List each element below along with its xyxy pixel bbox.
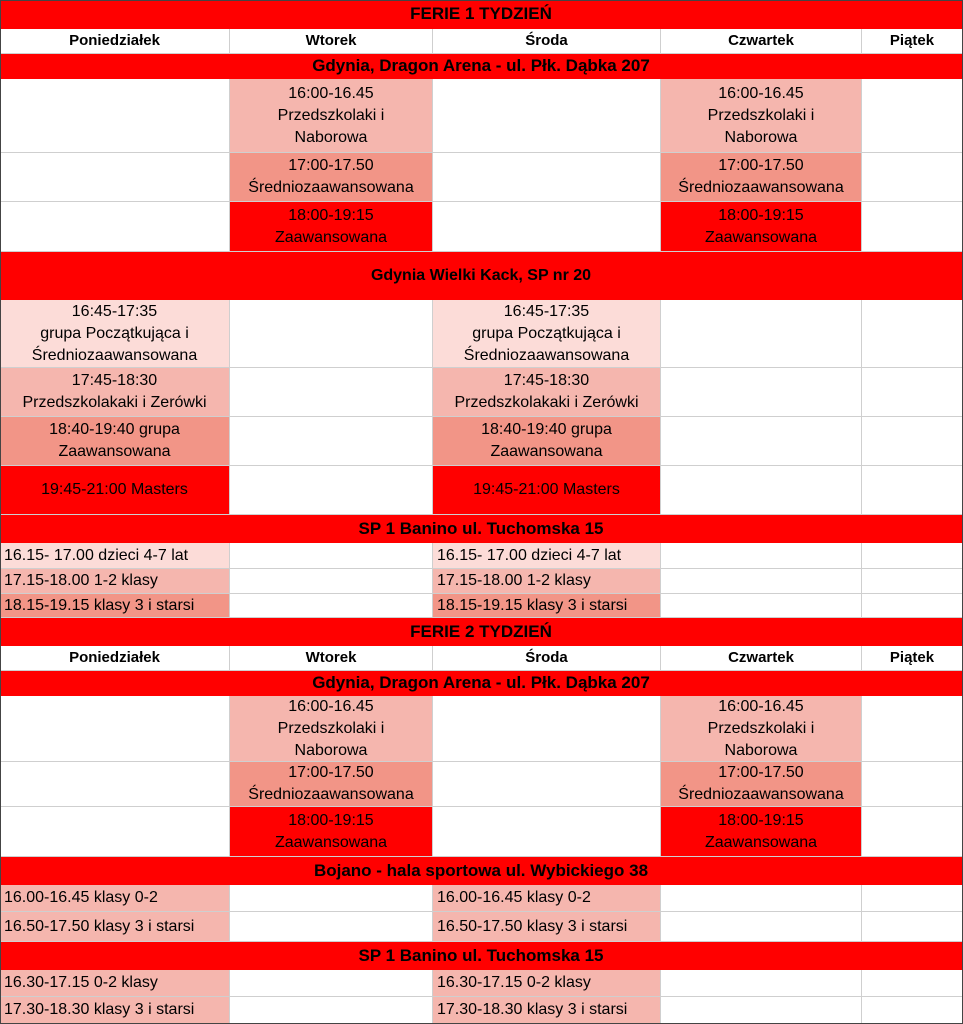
week1-dragon-tuesday-slot1: 16:00-16.45 Przedszkolaki i Naborowa xyxy=(230,79,433,153)
empty-cell xyxy=(230,569,433,594)
week1-kack-monday-slot4: 19:45-21:00 Masters xyxy=(0,466,230,515)
day-header-thursday: Czwartek xyxy=(661,29,862,54)
week2-dragon-thursday-slot1: 16:00-16.45 Przedszkolaki i Naborowa xyxy=(661,696,862,762)
empty-cell xyxy=(862,300,963,368)
empty-cell xyxy=(433,79,661,153)
week2-dragon-arena-title: Gdynia, Dragon Arena - ul. Płk. Dąbka 207 xyxy=(0,671,963,696)
week2-dragon-tuesday-slot2: 17:00-17.50 Średniozaawansowana xyxy=(230,762,433,807)
week2-banino-title: SP 1 Banino ul. Tuchomska 15 xyxy=(0,942,963,970)
week1-wielki-kack-title: Gdynia Wielki Kack, SP nr 20 xyxy=(0,252,963,300)
week1-dragon-arena-title: Gdynia, Dragon Arena - ul. Płk. Dąbka 207 xyxy=(0,54,963,79)
empty-cell xyxy=(862,594,963,618)
empty-cell xyxy=(862,466,963,515)
empty-cell xyxy=(862,696,963,762)
empty-cell xyxy=(230,543,433,569)
empty-cell xyxy=(661,417,862,466)
week2-banino-monday-slot1: 16.30-17.15 0-2 klasy xyxy=(0,970,230,997)
week1-kack-wednesday-slot2: 17:45-18:30 Przedszkolakaki i Zerówki xyxy=(433,368,661,417)
week1-dragon-tuesday-slot3: 18:00-19:15 Zaawansowana xyxy=(230,202,433,252)
empty-cell xyxy=(0,762,230,807)
empty-cell xyxy=(862,202,963,252)
empty-cell xyxy=(230,300,433,368)
empty-cell xyxy=(230,594,433,618)
week2-bojano-wednesday-slot1: 16.00-16.45 klasy 0-2 xyxy=(433,885,661,912)
week2-bojano-wednesday-slot2: 16.50-17.50 klasy 3 i starsi xyxy=(433,912,661,942)
day-header-friday: Piątek xyxy=(862,29,963,54)
week1-title: FERIE 1 TYDZIEŃ xyxy=(0,0,963,29)
empty-cell xyxy=(661,912,862,942)
week1-banino-monday-slot2: 17.15-18.00 1-2 klasy xyxy=(0,569,230,594)
day-header-wednesday: Środa xyxy=(433,29,661,54)
empty-cell xyxy=(661,569,862,594)
day-header-thursday: Czwartek xyxy=(661,646,862,671)
week1-banino-monday-slot1: 16.15- 17.00 dzieci 4-7 lat xyxy=(0,543,230,569)
day-header-monday: Poniedziałek xyxy=(0,29,230,54)
empty-cell xyxy=(862,762,963,807)
empty-cell xyxy=(0,202,230,252)
week2-title: FERIE 2 TYDZIEŃ xyxy=(0,618,963,646)
empty-cell xyxy=(433,153,661,202)
empty-cell xyxy=(230,885,433,912)
week2-dragon-thursday-slot3: 18:00-19:15 Zaawansowana xyxy=(661,807,862,857)
empty-cell xyxy=(661,997,862,1024)
week2-bojano-title: Bojano - hala sportowa ul. Wybickiego 38 xyxy=(0,857,963,885)
empty-cell xyxy=(661,970,862,997)
empty-cell xyxy=(661,368,862,417)
empty-cell xyxy=(433,762,661,807)
empty-cell xyxy=(433,202,661,252)
empty-cell xyxy=(230,997,433,1024)
week1-banino-wednesday-slot1: 16.15- 17.00 dzieci 4-7 lat xyxy=(433,543,661,569)
empty-cell xyxy=(661,300,862,368)
day-header-friday: Piątek xyxy=(862,646,963,671)
week2-banino-monday-slot2: 17.30-18.30 klasy 3 i starsi xyxy=(0,997,230,1024)
empty-cell xyxy=(661,885,862,912)
week1-dragon-thursday-slot1: 16:00-16.45 Przedszkolaki i Naborowa xyxy=(661,79,862,153)
week1-kack-monday-slot1: 16:45-17:35 grupa Początkująca i Średniozaawansowana xyxy=(0,300,230,368)
empty-cell xyxy=(230,368,433,417)
day-header-monday: Poniedziałek xyxy=(0,646,230,671)
empty-cell xyxy=(0,153,230,202)
empty-cell xyxy=(230,466,433,515)
empty-cell xyxy=(230,417,433,466)
week1-dragon-tuesday-slot2: 17:00-17.50 Średniozaawansowana xyxy=(230,153,433,202)
day-header-wednesday: Środa xyxy=(433,646,661,671)
empty-cell xyxy=(230,912,433,942)
week1-dragon-thursday-slot3: 18:00-19:15 Zaawansowana xyxy=(661,202,862,252)
empty-cell xyxy=(862,569,963,594)
week1-kack-monday-slot2: 17:45-18:30 Przedszkolakaki i Zerówki xyxy=(0,368,230,417)
empty-cell xyxy=(862,970,963,997)
day-header-tuesday: Wtorek xyxy=(230,646,433,671)
week1-banino-wednesday-slot2: 17.15-18.00 1-2 klasy xyxy=(433,569,661,594)
week2-bojano-monday-slot2: 16.50-17.50 klasy 3 i starsi xyxy=(0,912,230,942)
empty-cell xyxy=(862,368,963,417)
week1-kack-wednesday-slot4: 19:45-21:00 Masters xyxy=(433,466,661,515)
empty-cell xyxy=(433,807,661,857)
week1-kack-wednesday-slot3: 18:40-19:40 grupa Zaawansowana xyxy=(433,417,661,466)
empty-cell xyxy=(0,807,230,857)
empty-cell xyxy=(0,696,230,762)
empty-cell xyxy=(862,885,963,912)
empty-cell xyxy=(0,79,230,153)
week2-banino-wednesday-slot2: 17.30-18.30 klasy 3 i starsi xyxy=(433,997,661,1024)
empty-cell xyxy=(661,466,862,515)
empty-cell xyxy=(230,970,433,997)
empty-cell xyxy=(862,807,963,857)
week2-dragon-tuesday-slot1: 16:00-16.45 Przedszkolaki i Naborowa xyxy=(230,696,433,762)
week2-dragon-tuesday-slot3: 18:00-19:15 Zaawansowana xyxy=(230,807,433,857)
empty-cell xyxy=(862,153,963,202)
empty-cell xyxy=(862,997,963,1024)
week1-banino-monday-slot3: 18.15-19.15 klasy 3 i starsi xyxy=(0,594,230,618)
week2-bojano-monday-slot1: 16.00-16.45 klasy 0-2 xyxy=(0,885,230,912)
week2-dragon-thursday-slot2: 17:00-17.50 Średniozaawansowana xyxy=(661,762,862,807)
week1-banino-title: SP 1 Banino ul. Tuchomska 15 xyxy=(0,515,963,543)
week1-kack-monday-slot3: 18:40-19:40 grupa Zaawansowana xyxy=(0,417,230,466)
week2-banino-wednesday-slot1: 16.30-17.15 0-2 klasy xyxy=(433,970,661,997)
empty-cell xyxy=(862,543,963,569)
day-header-tuesday: Wtorek xyxy=(230,29,433,54)
empty-cell xyxy=(661,594,862,618)
week1-banino-wednesday-slot3: 18.15-19.15 klasy 3 i starsi xyxy=(433,594,661,618)
empty-cell xyxy=(661,543,862,569)
empty-cell xyxy=(433,696,661,762)
week1-kack-wednesday-slot1: 16:45-17:35 grupa Początkująca i Średniozaawansowana xyxy=(433,300,661,368)
empty-cell xyxy=(862,79,963,153)
week1-dragon-thursday-slot2: 17:00-17.50 Średniozaawansowana xyxy=(661,153,862,202)
empty-cell xyxy=(862,912,963,942)
empty-cell xyxy=(862,417,963,466)
